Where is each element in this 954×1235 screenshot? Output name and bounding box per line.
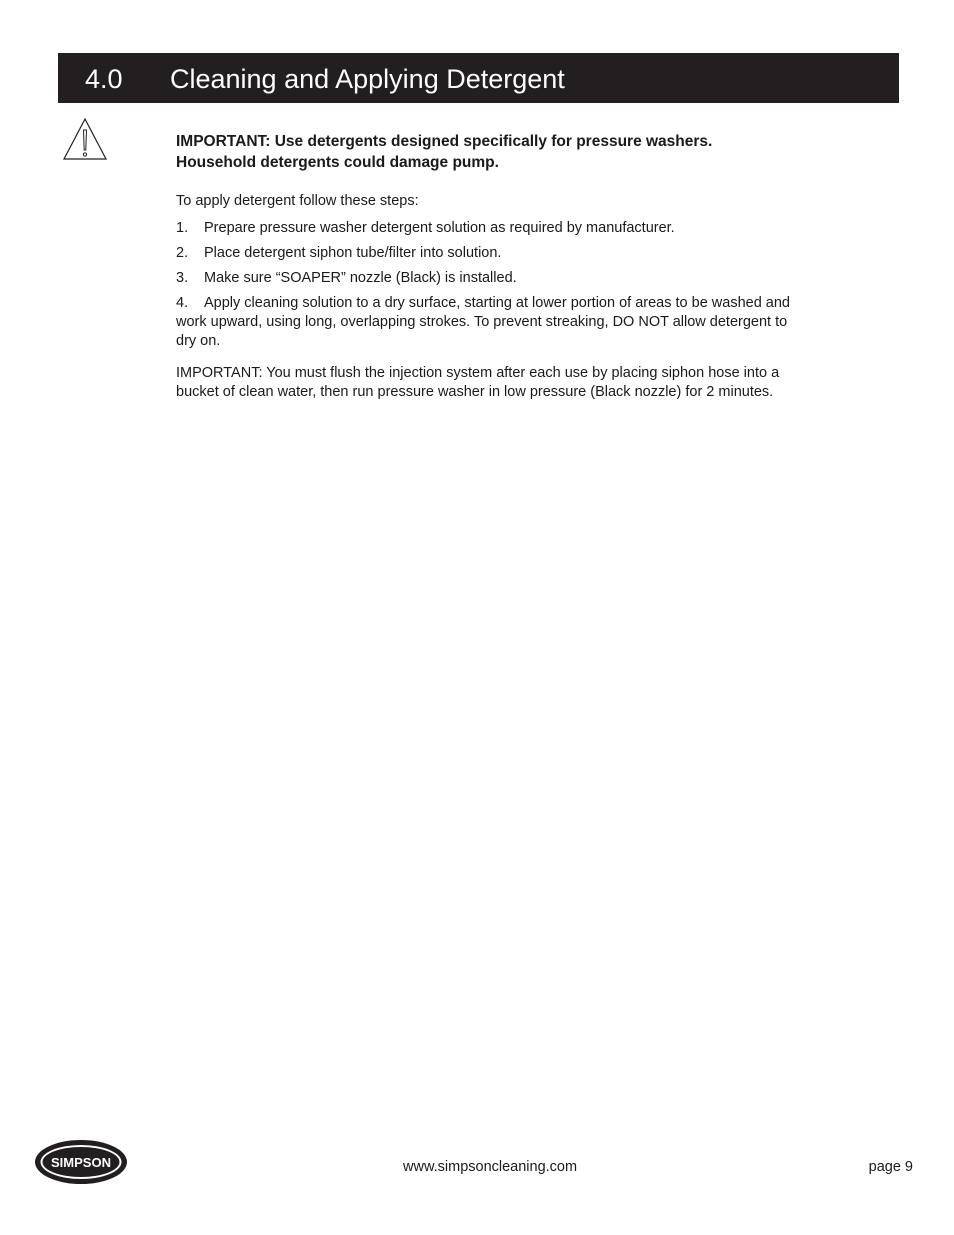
step-4 [176, 294, 791, 351]
step-number: 1. [176, 220, 189, 236]
flush-instructions: IMPORTANT: You must flush the injection system after each use by placing siphon hose into a bucket of clean water, then run pressure washer in low pressure (Black nozzle) for 2 minutes. [176, 365, 780, 400]
step-number: 3. [176, 270, 189, 286]
page-number: page 9 [868, 1159, 913, 1175]
logo-text: SIMPSON [51, 1155, 111, 1170]
warning-line-1: IMPORTANT: Use detergents designed specifically for pressure washers. [176, 133, 713, 150]
footer-url[interactable]: www.simpsoncleaning.com [403, 1159, 578, 1175]
warning-line-2: Household detergents could damage pump. [176, 154, 499, 171]
section-title: Cleaning and Applying Detergent [170, 64, 565, 94]
step-number: 2. [176, 245, 189, 261]
step-text: Place detergent siphon tube/filter into solution. [204, 245, 502, 261]
step-text: Apply cleaning solution to a dry surface, starting at lower portion of areas to be washed and work upward, using long, overlapping strokes. To prevent streaking, DO NOT allow detergent to dry on. [176, 295, 790, 349]
step-2 [176, 244, 791, 263]
step-text: Prepare pressure washer detergent solution as required by manufacturer. [204, 220, 675, 236]
important-warning [176, 131, 816, 173]
step-3 [176, 269, 791, 288]
step-text: Make sure “SOAPER” nozzle (Black) is installed. [204, 270, 517, 286]
step-1 [176, 219, 791, 238]
step-number: 4. [176, 295, 189, 311]
warning-triangle-icon [62, 117, 108, 161]
steps-intro: To apply detergent follow these steps: [176, 193, 419, 209]
simpson-logo [33, 1138, 129, 1186]
section-number: 4.0 [85, 64, 123, 94]
section-header [58, 53, 899, 103]
